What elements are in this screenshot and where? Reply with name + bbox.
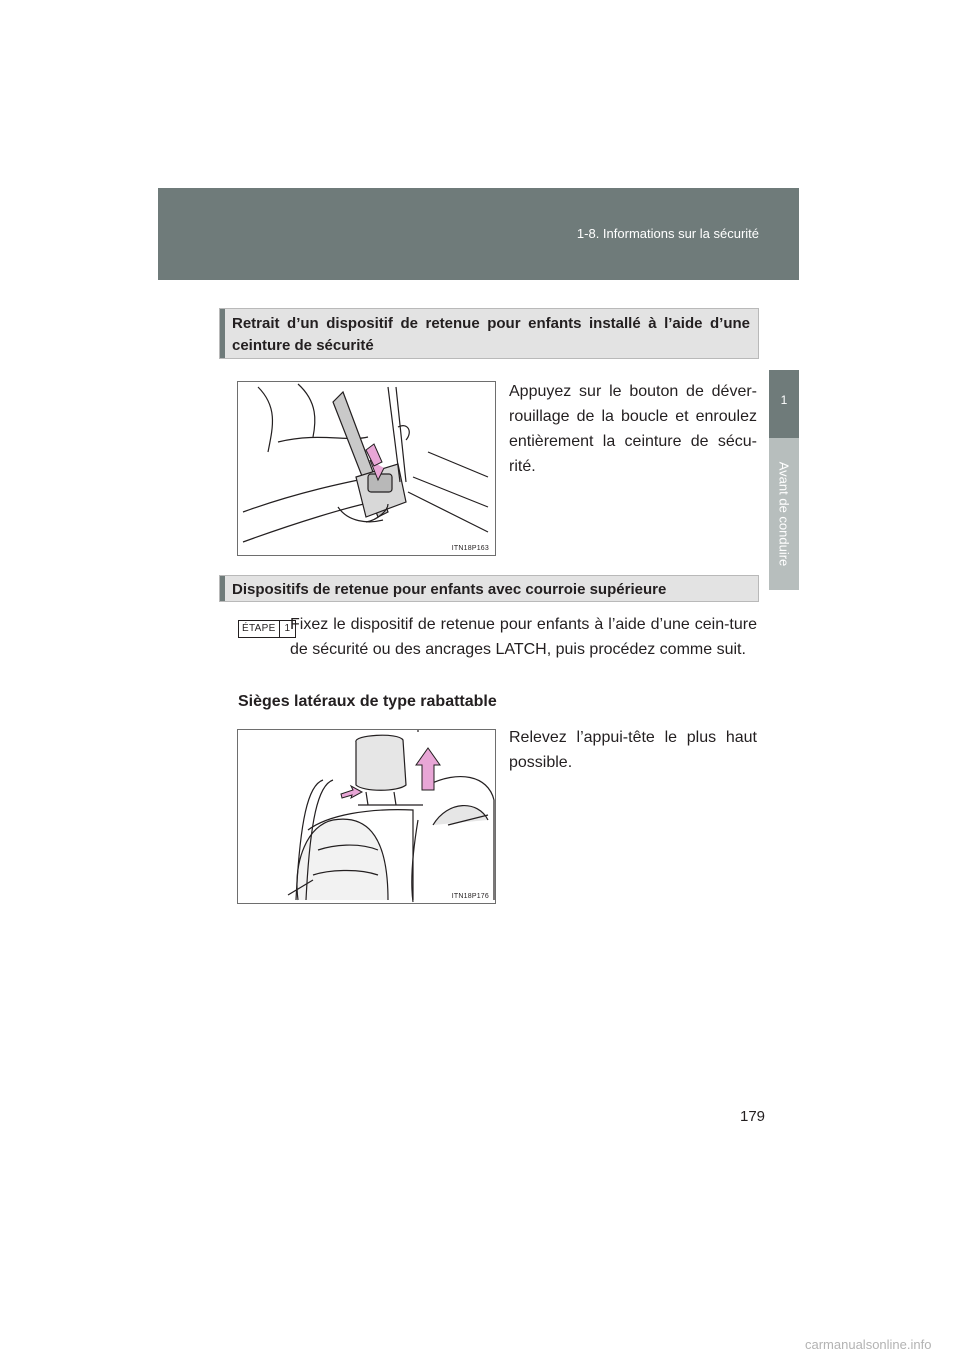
removal-instruction: Appuyez sur le bouton de déver-rouillage de la boucle et enroulez entièrement la ceinture de sécu-rité. — [509, 383, 757, 475]
watermark-link[interactable]: carmanualsonline.info — [805, 1337, 932, 1352]
figure-code: ITN18P176 — [451, 893, 489, 900]
page-number: 179 — [740, 1108, 766, 1125]
header-band — [158, 188, 799, 280]
headrest-illustration — [237, 729, 496, 904]
chapter-title: Avant de conduire — [776, 461, 792, 567]
section-title: 1-8. Informations sur la sécurité — [576, 226, 759, 241]
section-heading-text: Dispositifs de retenue pour enfants avec courroie supérieure — [232, 581, 667, 598]
chapter-number-tab — [769, 370, 799, 438]
step-label: ÉTAPE — [239, 621, 280, 637]
figure-code: ITN18P163 — [451, 545, 489, 552]
step-badge — [238, 620, 296, 638]
chapter-title-tab — [769, 438, 799, 590]
step-number: 1 — [280, 621, 296, 637]
section-heading-text: Retrait d’un dispositif de retenue pour enfants installé à l’aide d’une ceinture de sécurité — [232, 315, 750, 354]
subheading: Sièges latéraux de type rabattable — [238, 693, 497, 710]
step-instruction: Fixez le dispositif de retenue pour enfants à l’aide d’une cein-ture de sécurité ou des ancrages LATCH, puis procédez comme suit. — [290, 616, 757, 658]
headrest-instruction: Relevez l’appui-tête le plus haut possible. — [509, 729, 757, 771]
section-heading-removal — [219, 308, 759, 359]
section-heading-top-tether — [219, 575, 759, 602]
chapter-number: 1 — [780, 393, 788, 407]
seatbelt-buckle-illustration — [237, 381, 496, 556]
